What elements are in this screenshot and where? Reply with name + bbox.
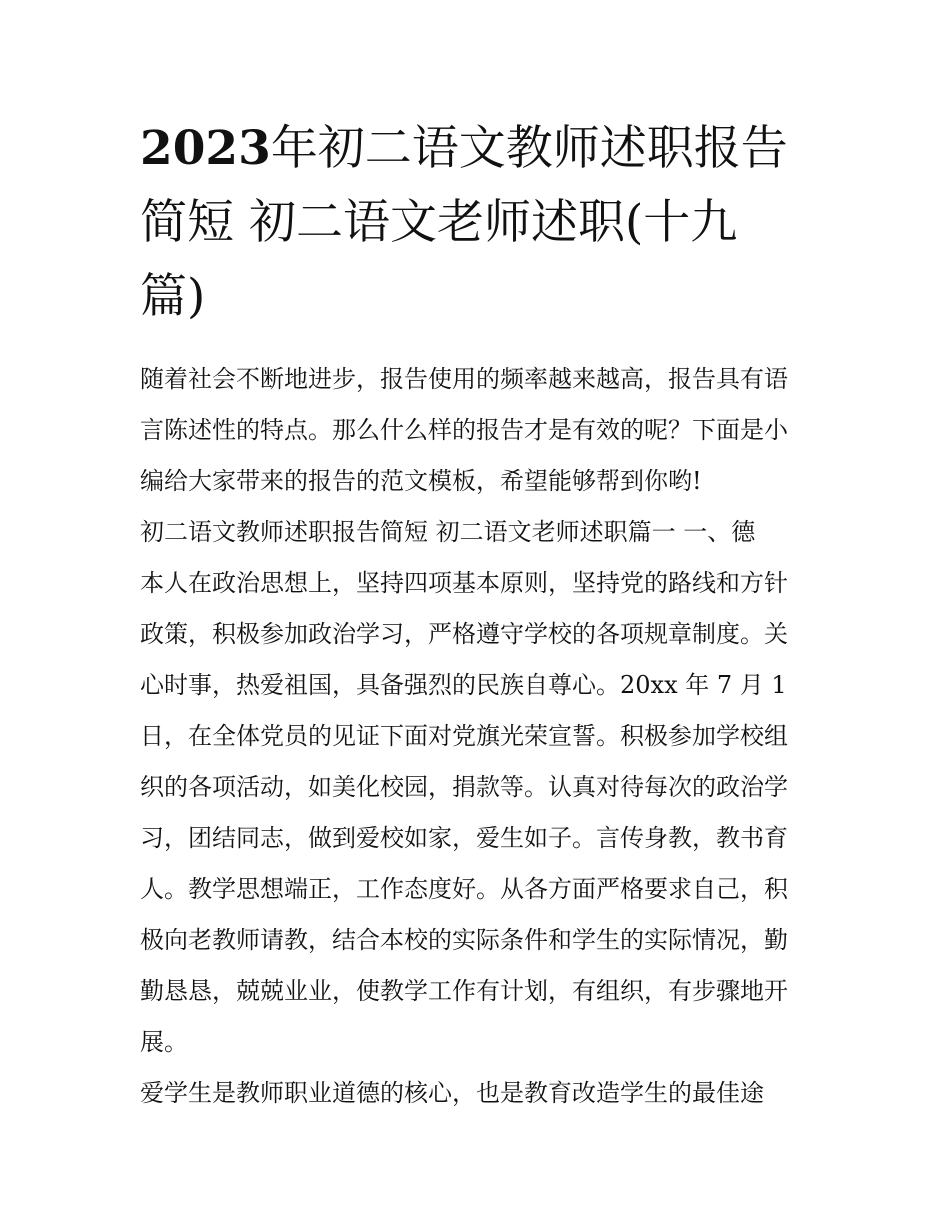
text-line: 织的各项活动，如美化校园，捐款等。认真对待每次的政治学 (140, 773, 788, 801)
title-line-3: 篇) (140, 269, 206, 324)
text-line: 人。教学思想端正，工作态度好。从各方面严格要求自己，积 (140, 875, 788, 903)
title-line-2: 简短 初二语文老师述职(十九 (140, 195, 738, 250)
title-line-1 (140, 112, 820, 186)
title-line-1-text: 年初二语文教师述职报告 (270, 121, 788, 176)
text-line: 言陈述性的特点。那么什么样的报告才是有效的呢？下面是小 (140, 416, 788, 444)
text-line: 极向老教师请教，结合本校的实际条件和学生的实际情况，勤 (140, 926, 788, 954)
text-line: 习，团结同志，做到爱校如家，爱生如子。言传身教，教书育 (140, 824, 788, 852)
text-line: 随着社会不断地进步，报告使用的频率越来越高，报告具有语 (140, 365, 788, 393)
text-line: 初二语文教师述职报告简短 初二语文老师述职篇一 一、德 (140, 518, 756, 546)
text-line: 日，在全体党员的见证下面对党旗光荣宣誓。积极参加学校组 (140, 722, 788, 750)
text-line: 政策，积极参加政治学习，严格遵守学校的各项规章制度。关 (140, 620, 788, 648)
paragraph-heading (140, 507, 820, 558)
document-body (140, 354, 820, 1119)
paragraph-intro (140, 354, 820, 507)
text-line: 本人在政治思想上，坚持四项基本原则，坚持党的路线和方针 (140, 569, 788, 597)
text-line: 展。 (140, 1028, 188, 1056)
paragraph-love-students (140, 1068, 820, 1119)
text-line: 勤恳恳，兢兢业业，使教学工作有计划，有组织，有步骤地开 (140, 977, 788, 1005)
paragraph-virtue (140, 558, 820, 1068)
document-title (140, 112, 820, 334)
title-year: 2023 (140, 121, 271, 176)
text-line: 编给大家带来的报告的范文模板，希望能够帮到你哟! (140, 467, 702, 495)
text-line: 爱学生是教师职业道德的核心，也是教育改造学生的最佳途 (140, 1079, 764, 1107)
text-line: 心时事，热爱祖国，具备强烈的民族自尊心。20xx 年 7 月 1 (140, 671, 787, 699)
